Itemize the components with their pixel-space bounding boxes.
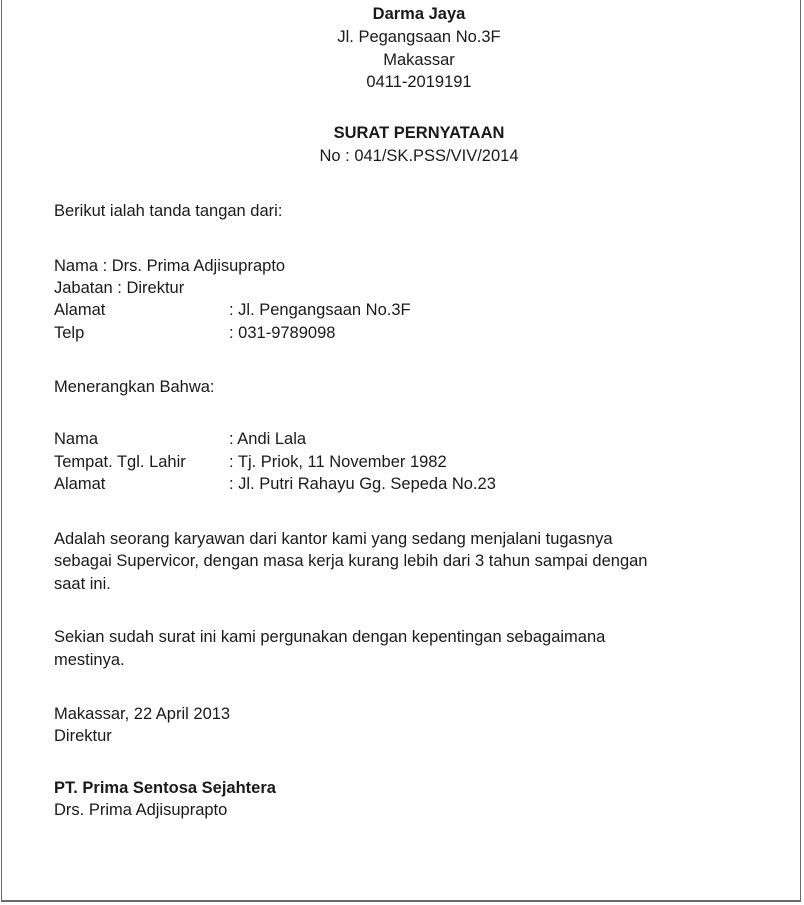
signer-address-label: Alamat: [54, 301, 106, 319]
subject-birth-label: Tempat. Tgl. Lahir: [54, 453, 186, 471]
signer-phone-row: [54, 323, 335, 343]
signer-name: Nama : Drs. Prima Adjisuprapto: [54, 257, 286, 275]
subject-address-label: Alamat: [54, 475, 106, 493]
closing-line-2: mestinya.: [54, 651, 125, 669]
letter-number: No : 041/SK.PSS/VIV/2014: [319, 147, 519, 165]
signature-place-date: Makassar, 22 April 2013: [54, 705, 231, 723]
body-line-2: sebagai Supervicor, dengan masa kerja kurang lebih dari 3 tahun sampai dengan: [54, 552, 648, 570]
signer-phone-label: Telp: [54, 324, 85, 342]
signer-position: Jabatan : Direktur: [54, 279, 185, 297]
letter-title: SURAT PERNYATAAN: [333, 124, 505, 142]
intro-text: Berikut ialah tanda tangan dari:: [54, 202, 283, 220]
letter-page: [1, 0, 801, 902]
subject-address-value: : Jl. Putri Rahayu Gg. Sepeda No.23: [229, 475, 496, 493]
statement-intro: Menerangkan Bahwa:: [54, 378, 215, 396]
signature-name: Drs. Prima Adjisuprapto: [54, 801, 228, 819]
subject-name-label: Nama: [54, 430, 99, 448]
body-line-3: saat ini.: [54, 575, 111, 593]
company-street: Jl. Pegangsaan No.3F: [337, 28, 501, 46]
signature-position: Direktur: [54, 727, 112, 745]
company-name: Darma Jaya: [372, 5, 466, 23]
subject-name-row: [54, 429, 306, 449]
subject-birth-row: [54, 452, 447, 472]
signature-company: PT. Prima Sentosa Sejahtera: [54, 779, 276, 797]
signer-address-value: : Jl. Pengangsaan No.3F: [229, 301, 411, 319]
closing-line-1: Sekian sudah surat ini kami pergunakan dengan kepentingan sebagaimana: [54, 628, 606, 646]
signer-address-row: [54, 300, 411, 320]
company-phone: 0411-2019191: [366, 73, 472, 91]
subject-name-value: : Andi Lala: [229, 430, 307, 448]
subject-address-row: [54, 474, 496, 494]
subject-birth-value: : Tj. Priok, 11 November 1982: [229, 453, 447, 471]
company-city: Makassar: [383, 51, 455, 69]
signer-phone-value: : 031-9789098: [229, 324, 336, 342]
body-line-1: Adalah seorang karyawan dari kantor kami yang sedang menjalani tugasnya: [54, 530, 613, 548]
